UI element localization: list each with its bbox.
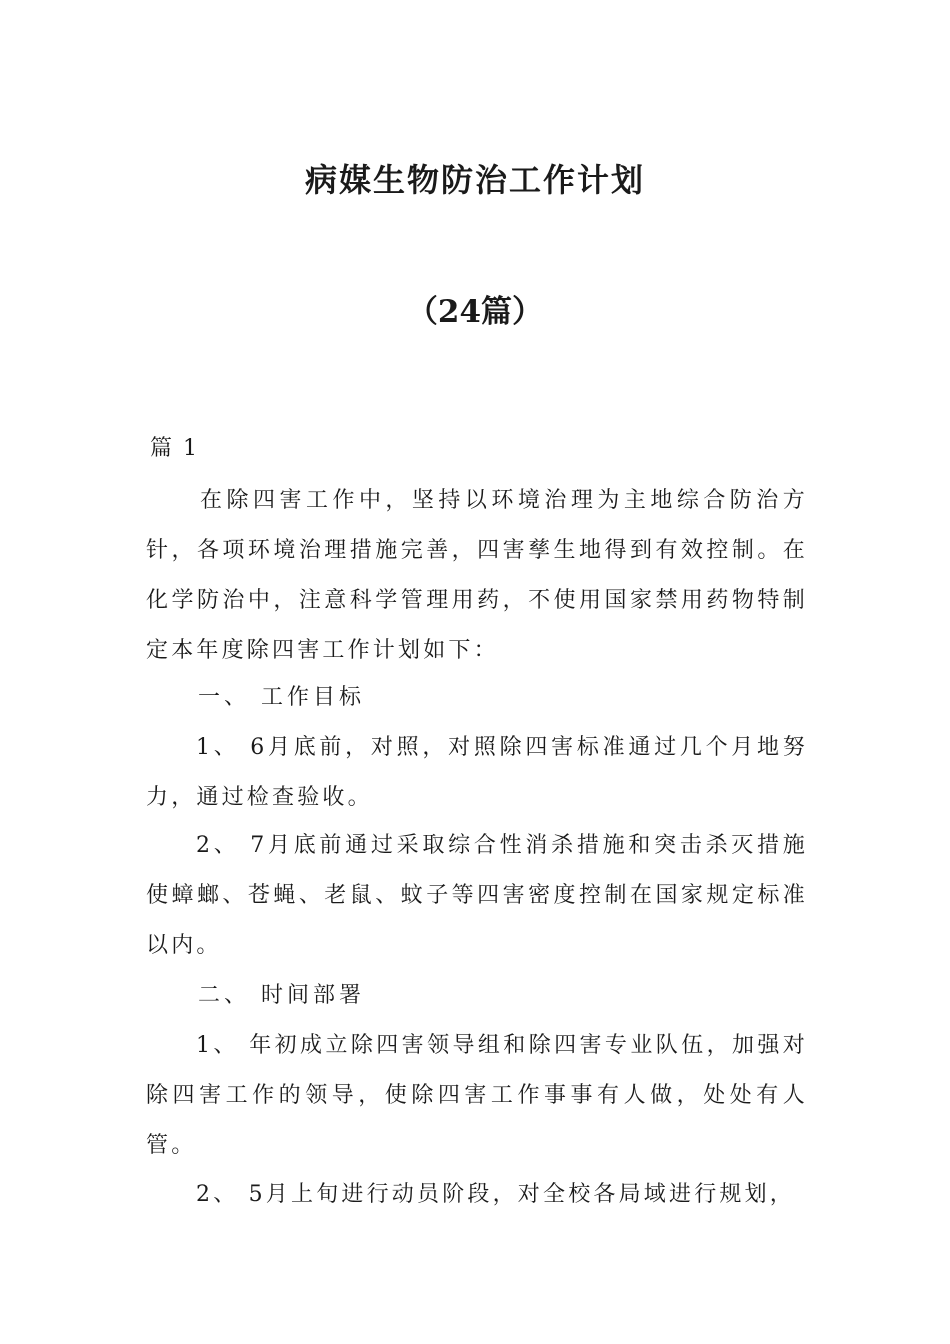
document-title: 病媒生物防治工作计划 xyxy=(304,161,645,199)
schedule-item-1: 1、 年初成立除四害领导组和除四害专业队伍，加强对除四害工作的领导，使除四害工作事事有人做，处处有人管。 xyxy=(146,1033,808,1158)
heading-schedule: 二、 时间部署 xyxy=(198,983,365,1008)
schedule-item-2: 2、 5月上旬进行动员阶段，对全校各局域进行规划， xyxy=(196,1182,795,1207)
section-label: 篇 1 xyxy=(150,436,199,461)
heading-goals: 一、 工作目标 xyxy=(198,685,365,710)
intro-paragraph: 在除四害工作中，坚持以环境治理为主地综合防治方针，各项环境治理措施完善，四害孳生地得到有效控制。在化学防治中，注意科学管理用药，不使用国家禁用药物特制定本年度除四害工作计划如下： xyxy=(146,488,808,663)
document-subtitle: （24篇） xyxy=(406,294,544,330)
goal-item-1: 1、 6月底前，对照，对照除四害标准通过几个月地努力，通过检查验收。 xyxy=(146,735,808,810)
goal-item-2: 2、 7月底前通过采取综合性消杀措施和突击杀灭措施使蟑螂、苍蝇、老鼠、蚊子等四害密度控制在国家规定标准以内。 xyxy=(146,833,808,958)
